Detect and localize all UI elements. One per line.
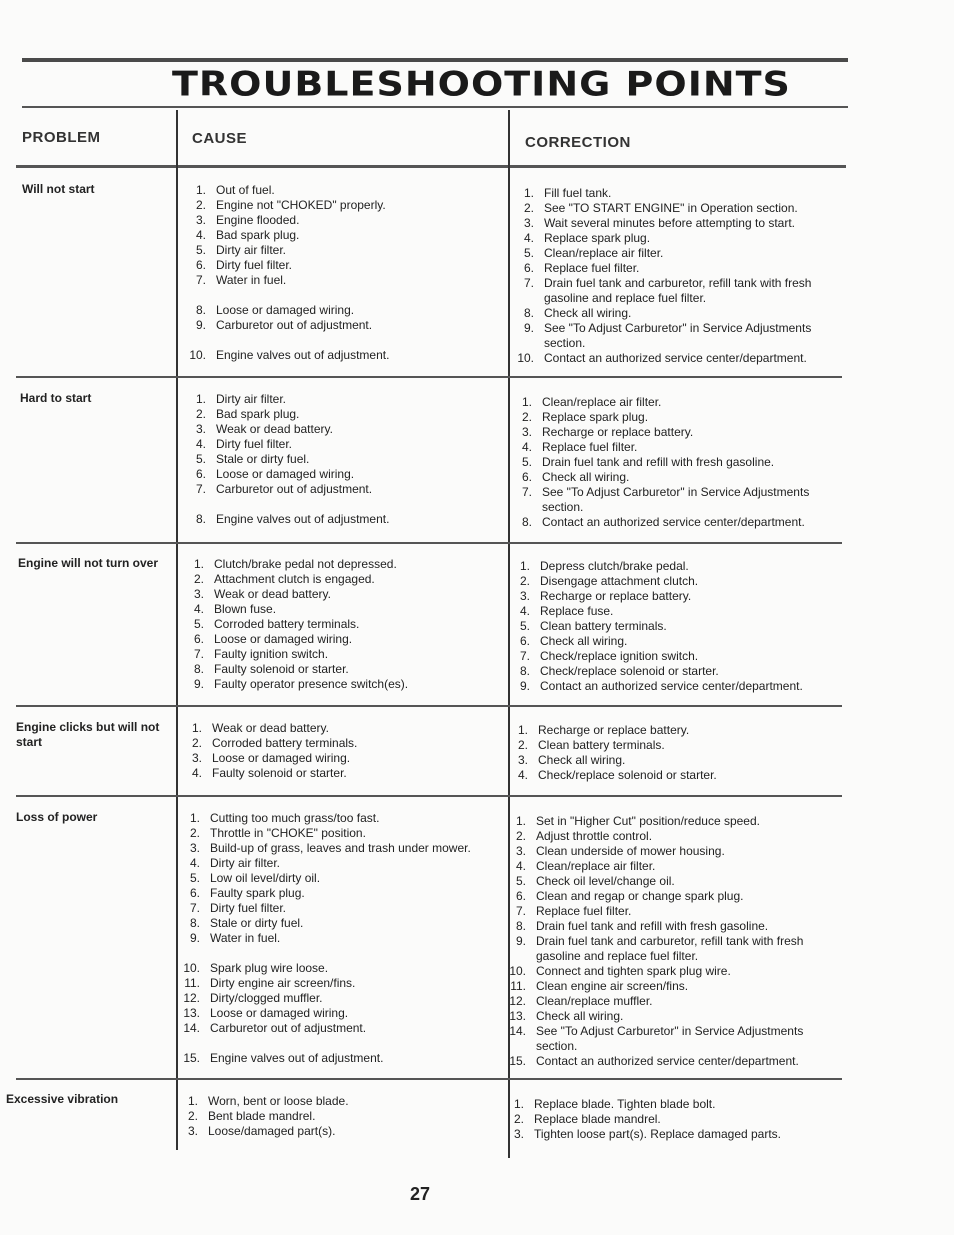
list-item: 8. Check/replace solenoid or starter. bbox=[519, 664, 719, 678]
list-item: 6. Check all wiring. bbox=[519, 634, 628, 648]
list-item: 3. Recharge or replace battery. bbox=[521, 425, 694, 439]
list-item: 1. Recharge or replace battery. bbox=[517, 723, 690, 737]
title-rule bbox=[22, 106, 848, 108]
list-item: 12. Clean/replace muffler. bbox=[509, 994, 653, 1008]
list-item: 3. Wait several minutes before attempting to start. bbox=[523, 216, 795, 230]
list-item: 8. Faulty solenoid or starter. bbox=[193, 662, 349, 676]
list-item: 3. Recharge or replace battery. bbox=[519, 589, 692, 603]
list-item: 15. Contact an authorized service center/department. bbox=[509, 1054, 799, 1068]
list-item: 2. Corroded battery terminals. bbox=[191, 736, 358, 750]
list-item: 8. Drain fuel tank and refill with fresh gasoline. bbox=[515, 919, 769, 933]
list-item: 5. Corroded battery terminals. bbox=[193, 617, 360, 631]
cause-list bbox=[186, 183, 496, 363]
list-item: 5. Stale or dirty fuel. bbox=[195, 452, 310, 466]
row-separator bbox=[16, 705, 842, 707]
row-separator bbox=[16, 542, 842, 544]
list-item: 7. Drain fuel tank and carburetor, refill tank with fresh gasoline and replace fuel filter. bbox=[523, 276, 812, 305]
row-separator bbox=[16, 1078, 842, 1080]
list-item: 9. Water in fuel. bbox=[189, 931, 281, 945]
list-item: 7. Check/replace ignition switch. bbox=[519, 649, 699, 663]
list-item: 2. Bad spark plug. bbox=[195, 407, 300, 421]
header-rule bbox=[16, 165, 846, 168]
correction-list bbox=[514, 186, 829, 366]
list-item: 2. Attachment clutch is engaged. bbox=[193, 572, 375, 586]
list-item: 4. Dirty air filter. bbox=[189, 856, 281, 870]
list-item: 3. Engine flooded. bbox=[195, 213, 300, 227]
cause-header: CAUSE bbox=[192, 130, 248, 147]
list-item: 3. Weak or dead battery. bbox=[195, 422, 333, 436]
list-item: 11. Dirty engine air screen/fins. bbox=[184, 976, 356, 990]
list-item: 2. Adjust throttle control. bbox=[515, 829, 653, 843]
list-item: 13. Check all wiring. bbox=[509, 1009, 624, 1023]
list-item: 1. Dirty air filter. bbox=[195, 392, 287, 406]
correction-list bbox=[512, 395, 827, 530]
list-item: 8. Loose or damaged wiring. bbox=[195, 303, 355, 317]
list-item: 10. Spark plug wire loose. bbox=[183, 961, 329, 975]
list-item: 5. Check oil level/change oil. bbox=[515, 874, 675, 888]
list-item: 8. Check all wiring. bbox=[523, 306, 632, 320]
list-item: 8. Engine valves out of adjustment. bbox=[195, 512, 390, 526]
list-item: 8. Stale or dirty fuel. bbox=[189, 916, 304, 930]
row-separator bbox=[16, 376, 842, 378]
list-item: 12. Dirty/clogged muffler. bbox=[183, 991, 323, 1005]
top-rule bbox=[22, 58, 848, 62]
list-item: 1. Replace blade. Tighten blade bolt. bbox=[513, 1097, 716, 1111]
list-item: 1. Cutting too much grass/too fast. bbox=[189, 811, 380, 825]
list-item: 1. Clean/replace air filter. bbox=[521, 395, 662, 409]
page-number: 27 bbox=[410, 1184, 431, 1204]
list-item: 4. Replace fuel filter. bbox=[521, 440, 638, 454]
list-item: 9. Faulty operator presence switch(es). bbox=[193, 677, 409, 691]
list-item: 4. Clean/replace air filter. bbox=[515, 859, 656, 873]
cause-list bbox=[180, 811, 498, 1066]
list-item: 9. See "To Adjust Carburetor" in Service Adjustments section. bbox=[523, 321, 812, 350]
list-item: 1. Clutch/brake pedal not depressed. bbox=[193, 557, 397, 571]
cause-list bbox=[182, 721, 497, 781]
problem-label: Engine will not turn over bbox=[18, 556, 159, 570]
list-item: 3. Loose or damaged wiring. bbox=[191, 751, 351, 765]
list-item: 2. Replace blade mandrel. bbox=[513, 1112, 661, 1126]
correction-list bbox=[510, 559, 830, 694]
list-item: 2. Bent blade mandrel. bbox=[187, 1109, 316, 1123]
list-item: 6. Clean and regap or change spark plug. bbox=[515, 889, 744, 903]
list-item: 14. Carburetor out of adjustment. bbox=[183, 1021, 367, 1035]
cause-list bbox=[178, 1094, 496, 1139]
list-item: 4. Replace fuse. bbox=[519, 604, 614, 618]
list-item: 1. Depress clutch/brake pedal. bbox=[519, 559, 689, 573]
list-item: 3. Build-up of grass, leaves and trash under mower. bbox=[189, 841, 471, 855]
list-item: 7. Dirty fuel filter. bbox=[189, 901, 287, 915]
list-item: 2. Throttle in "CHOKE" position. bbox=[189, 826, 366, 840]
list-item: 2. Engine not "CHOKED" properly. bbox=[195, 198, 386, 212]
list-item: 9. Drain fuel tank and carburetor, refill tank with fresh gasoline and replace fuel filter. bbox=[515, 934, 804, 963]
correction-header: CORRECTION bbox=[525, 134, 631, 151]
list-item: 6. Loose or damaged wiring. bbox=[195, 467, 355, 481]
list-item: 1. Weak or dead battery. bbox=[191, 721, 329, 735]
list-item: 7. Carburetor out of adjustment. bbox=[195, 482, 373, 496]
problem-label: Hard to start bbox=[20, 391, 92, 405]
list-item: 4. Dirty fuel filter. bbox=[195, 437, 293, 451]
list-item: 9. Carburetor out of adjustment. bbox=[195, 318, 373, 332]
list-item: 3. Tighten loose part(s). Replace damaged parts. bbox=[513, 1127, 782, 1141]
list-item: 1. Out of fuel. bbox=[195, 183, 275, 197]
correction-list bbox=[504, 1097, 824, 1142]
list-item: 6. Replace fuel filter. bbox=[523, 261, 640, 275]
cause-list bbox=[184, 557, 499, 692]
list-item: 3. Loose/damaged part(s). bbox=[187, 1124, 336, 1138]
list-item: 8. Contact an authorized service center/department. bbox=[521, 515, 805, 529]
list-item: 2. See "TO START ENGINE" in Operation section. bbox=[523, 201, 798, 215]
list-item: 4. Blown fuse. bbox=[193, 602, 277, 616]
list-item: 10. Connect and tighten spark plug wire. bbox=[509, 964, 731, 978]
list-item: 3. Weak or dead battery. bbox=[193, 587, 331, 601]
problem-label: Excessive vibration bbox=[6, 1092, 119, 1106]
problem-label: Will not start bbox=[22, 182, 95, 196]
list-item: 6. Loose or damaged wiring. bbox=[193, 632, 353, 646]
list-item: 10. Engine valves out of adjustment. bbox=[189, 348, 390, 362]
list-item: 13. Loose or damaged wiring. bbox=[183, 1006, 349, 1020]
list-item: 2. Disengage attachment clutch. bbox=[519, 574, 699, 588]
list-item: 5. Drain fuel tank and refill with fresh gasoline. bbox=[521, 455, 775, 469]
list-item: 2. Replace spark plug. bbox=[521, 410, 649, 424]
row-separator bbox=[16, 795, 842, 797]
list-item: 15. Engine valves out of adjustment. bbox=[183, 1051, 384, 1065]
page-title: TROUBLESHOOTING POINTS bbox=[172, 64, 791, 104]
list-item: 5. Clean/replace air filter. bbox=[523, 246, 664, 260]
list-item: 14. See "To Adjust Carburetor" in Service Adjustments section. bbox=[509, 1024, 804, 1053]
list-item: 1. Fill fuel tank. bbox=[523, 186, 612, 200]
list-item: 7. Replace fuel filter. bbox=[515, 904, 632, 918]
list-item: 3. Check all wiring. bbox=[517, 753, 626, 767]
list-item: 3. Clean underside of mower housing. bbox=[515, 844, 725, 858]
list-item: 6. Faulty spark plug. bbox=[189, 886, 305, 900]
list-item: 4. Bad spark plug. bbox=[195, 228, 300, 242]
list-item: 4. Check/replace solenoid or starter. bbox=[517, 768, 717, 782]
cause-list bbox=[186, 392, 496, 527]
list-item: 7. See "To Adjust Carburetor" in Service Adjustments section. bbox=[521, 485, 810, 514]
list-item: 7. Water in fuel. bbox=[195, 273, 287, 287]
problem-label: Engine clicks but will not start bbox=[16, 720, 160, 749]
list-item: 11. Clean engine air screen/fins. bbox=[510, 979, 689, 993]
list-item: 9. Contact an authorized service center/department. bbox=[519, 679, 803, 693]
list-item: 4. Faulty solenoid or starter. bbox=[191, 766, 347, 780]
column-divider-cause bbox=[176, 110, 178, 1150]
list-item: 5. Clean battery terminals. bbox=[519, 619, 667, 633]
list-item: 1. Worn, bent or loose blade. bbox=[187, 1094, 349, 1108]
list-item: 6. Dirty fuel filter. bbox=[195, 258, 293, 272]
correction-list bbox=[508, 723, 828, 783]
list-item: 2. Clean battery terminals. bbox=[517, 738, 665, 752]
list-item: 5. Dirty air filter. bbox=[195, 243, 287, 257]
list-item: 4. Replace spark plug. bbox=[523, 231, 651, 245]
correction-list bbox=[506, 814, 831, 1069]
problem-header: PROBLEM bbox=[22, 129, 101, 146]
list-item: 7. Faulty ignition switch. bbox=[193, 647, 329, 661]
problem-label: Loss of power bbox=[16, 810, 98, 824]
list-item: 6. Check all wiring. bbox=[521, 470, 630, 484]
list-item: 1. Set in "Higher Cut" position/reduce speed. bbox=[515, 814, 760, 828]
list-item: 5. Low oil level/dirty oil. bbox=[189, 871, 321, 885]
list-item: 10. Contact an authorized service center/department. bbox=[517, 351, 807, 365]
